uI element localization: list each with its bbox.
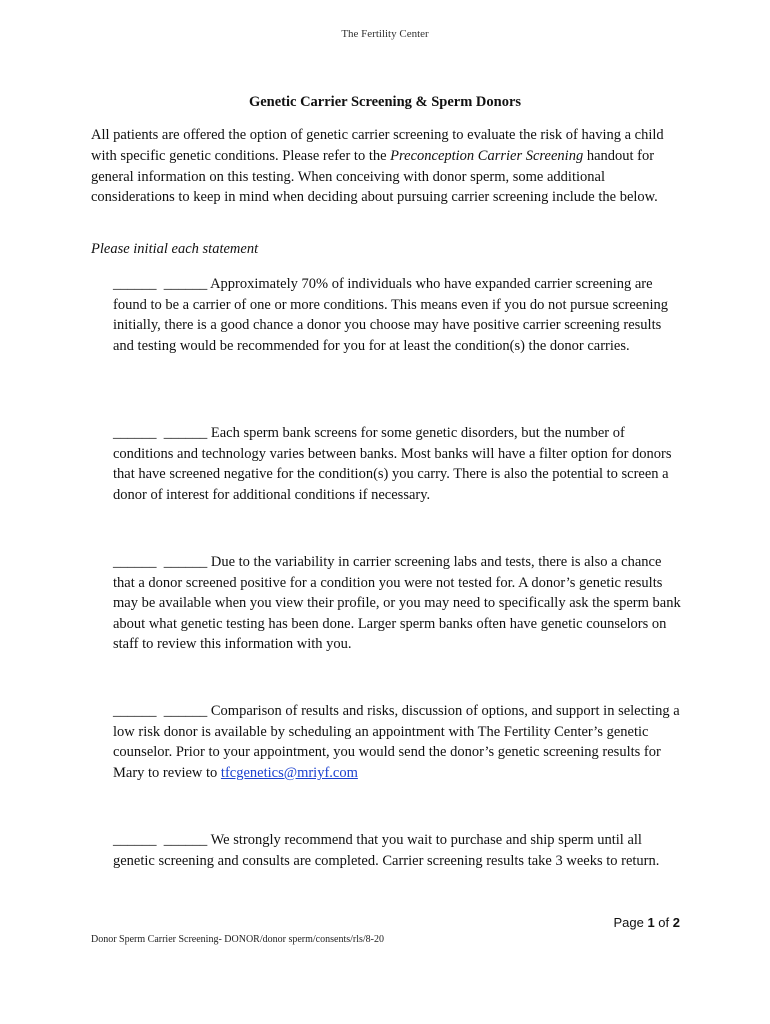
intro-paragraph bbox=[91, 125, 691, 208]
statement-3 bbox=[113, 552, 683, 655]
page-total: 2 bbox=[672, 915, 680, 930]
initials-blank[interactable]: ______ ______ bbox=[113, 425, 208, 441]
page-current: 1 bbox=[647, 915, 655, 930]
statement-5 bbox=[113, 830, 683, 871]
intro-text-1: All patients are offered the option of genetic carrier screening to evaluate the risk of having a child with specific genetic conditions. Please refer to the bbox=[91, 127, 664, 164]
email-link[interactable]: tfcgenetics@mriyf.com bbox=[220, 764, 358, 781]
page-of: of bbox=[654, 915, 673, 930]
initial-instruction: Please initial each statement bbox=[91, 241, 259, 257]
page-footer: Donor Sperm Carrier Screening- DONOR/donor sperm/consents/rls/8-20 bbox=[91, 934, 384, 945]
page-prefix: Page bbox=[613, 915, 648, 930]
statement-text: We strongly recommend that you wait to purchase and ship sperm until all genetic screening and consults are completed. Carrier screening results take 3 weeks to return. bbox=[113, 832, 660, 869]
intro-text-2: handout for general information on this testing. When conceiving with donor sperm, some additional considerations to keep in mind when deciding about pursuing carrier screening include the below. bbox=[91, 147, 658, 206]
statement-text: Each sperm bank screens for some genetic disorders, but the number of conditions and technology varies between banks. Most banks will have a filter option for donors that have screened negative for the condition(s) you carry. There is also the potential to screen a donor of interest for additional conditions if necessary. bbox=[113, 425, 672, 503]
initials-blank[interactable]: ______ ______ bbox=[113, 554, 208, 570]
initials-blank[interactable]: ______ ______ bbox=[113, 703, 208, 719]
intro-reference: Preconception Carrier Screening bbox=[390, 147, 584, 164]
document-title: Genetic Carrier Screening & Sperm Donors bbox=[248, 94, 522, 110]
page-header: The Fertility Center bbox=[341, 28, 429, 40]
statement-text: Comparison of results and risks, discussion of options, and support in selecting a low risk donor is available by scheduling an appointment with The Fertility Center’s genetic counselor. Prior to your appointment, you would send the donor’s genetic screening results for Mary to review to bbox=[113, 703, 680, 781]
statement-2 bbox=[113, 423, 683, 505]
initials-blank[interactable]: ______ ______ bbox=[113, 276, 208, 292]
statement-4 bbox=[113, 701, 683, 783]
initials-blank[interactable]: ______ ______ bbox=[113, 832, 208, 848]
statement-text: Due to the variability in carrier screening labs and tests, there is also a chance that a donor screened positive for a condition you were not tested for. A donor’s genetic results may be available when you view their profile, or you may need to specifically ask the sperm bank about what genetic testing has been done. Larger sperm banks often have genetic counselors on staff to review this information with you. bbox=[113, 554, 681, 653]
page-number bbox=[560, 915, 680, 930]
statement-1 bbox=[113, 274, 683, 356]
statement-text: Approximately 70% of individuals who have expanded carrier screening are found to be a carrier of one or more conditions. This means even if you do not pursue screening initially, there is a good chance a donor you choose may have positive carrier screening results and testing would be recommended for you for at least the condition(s) the donor carries. bbox=[113, 276, 669, 354]
